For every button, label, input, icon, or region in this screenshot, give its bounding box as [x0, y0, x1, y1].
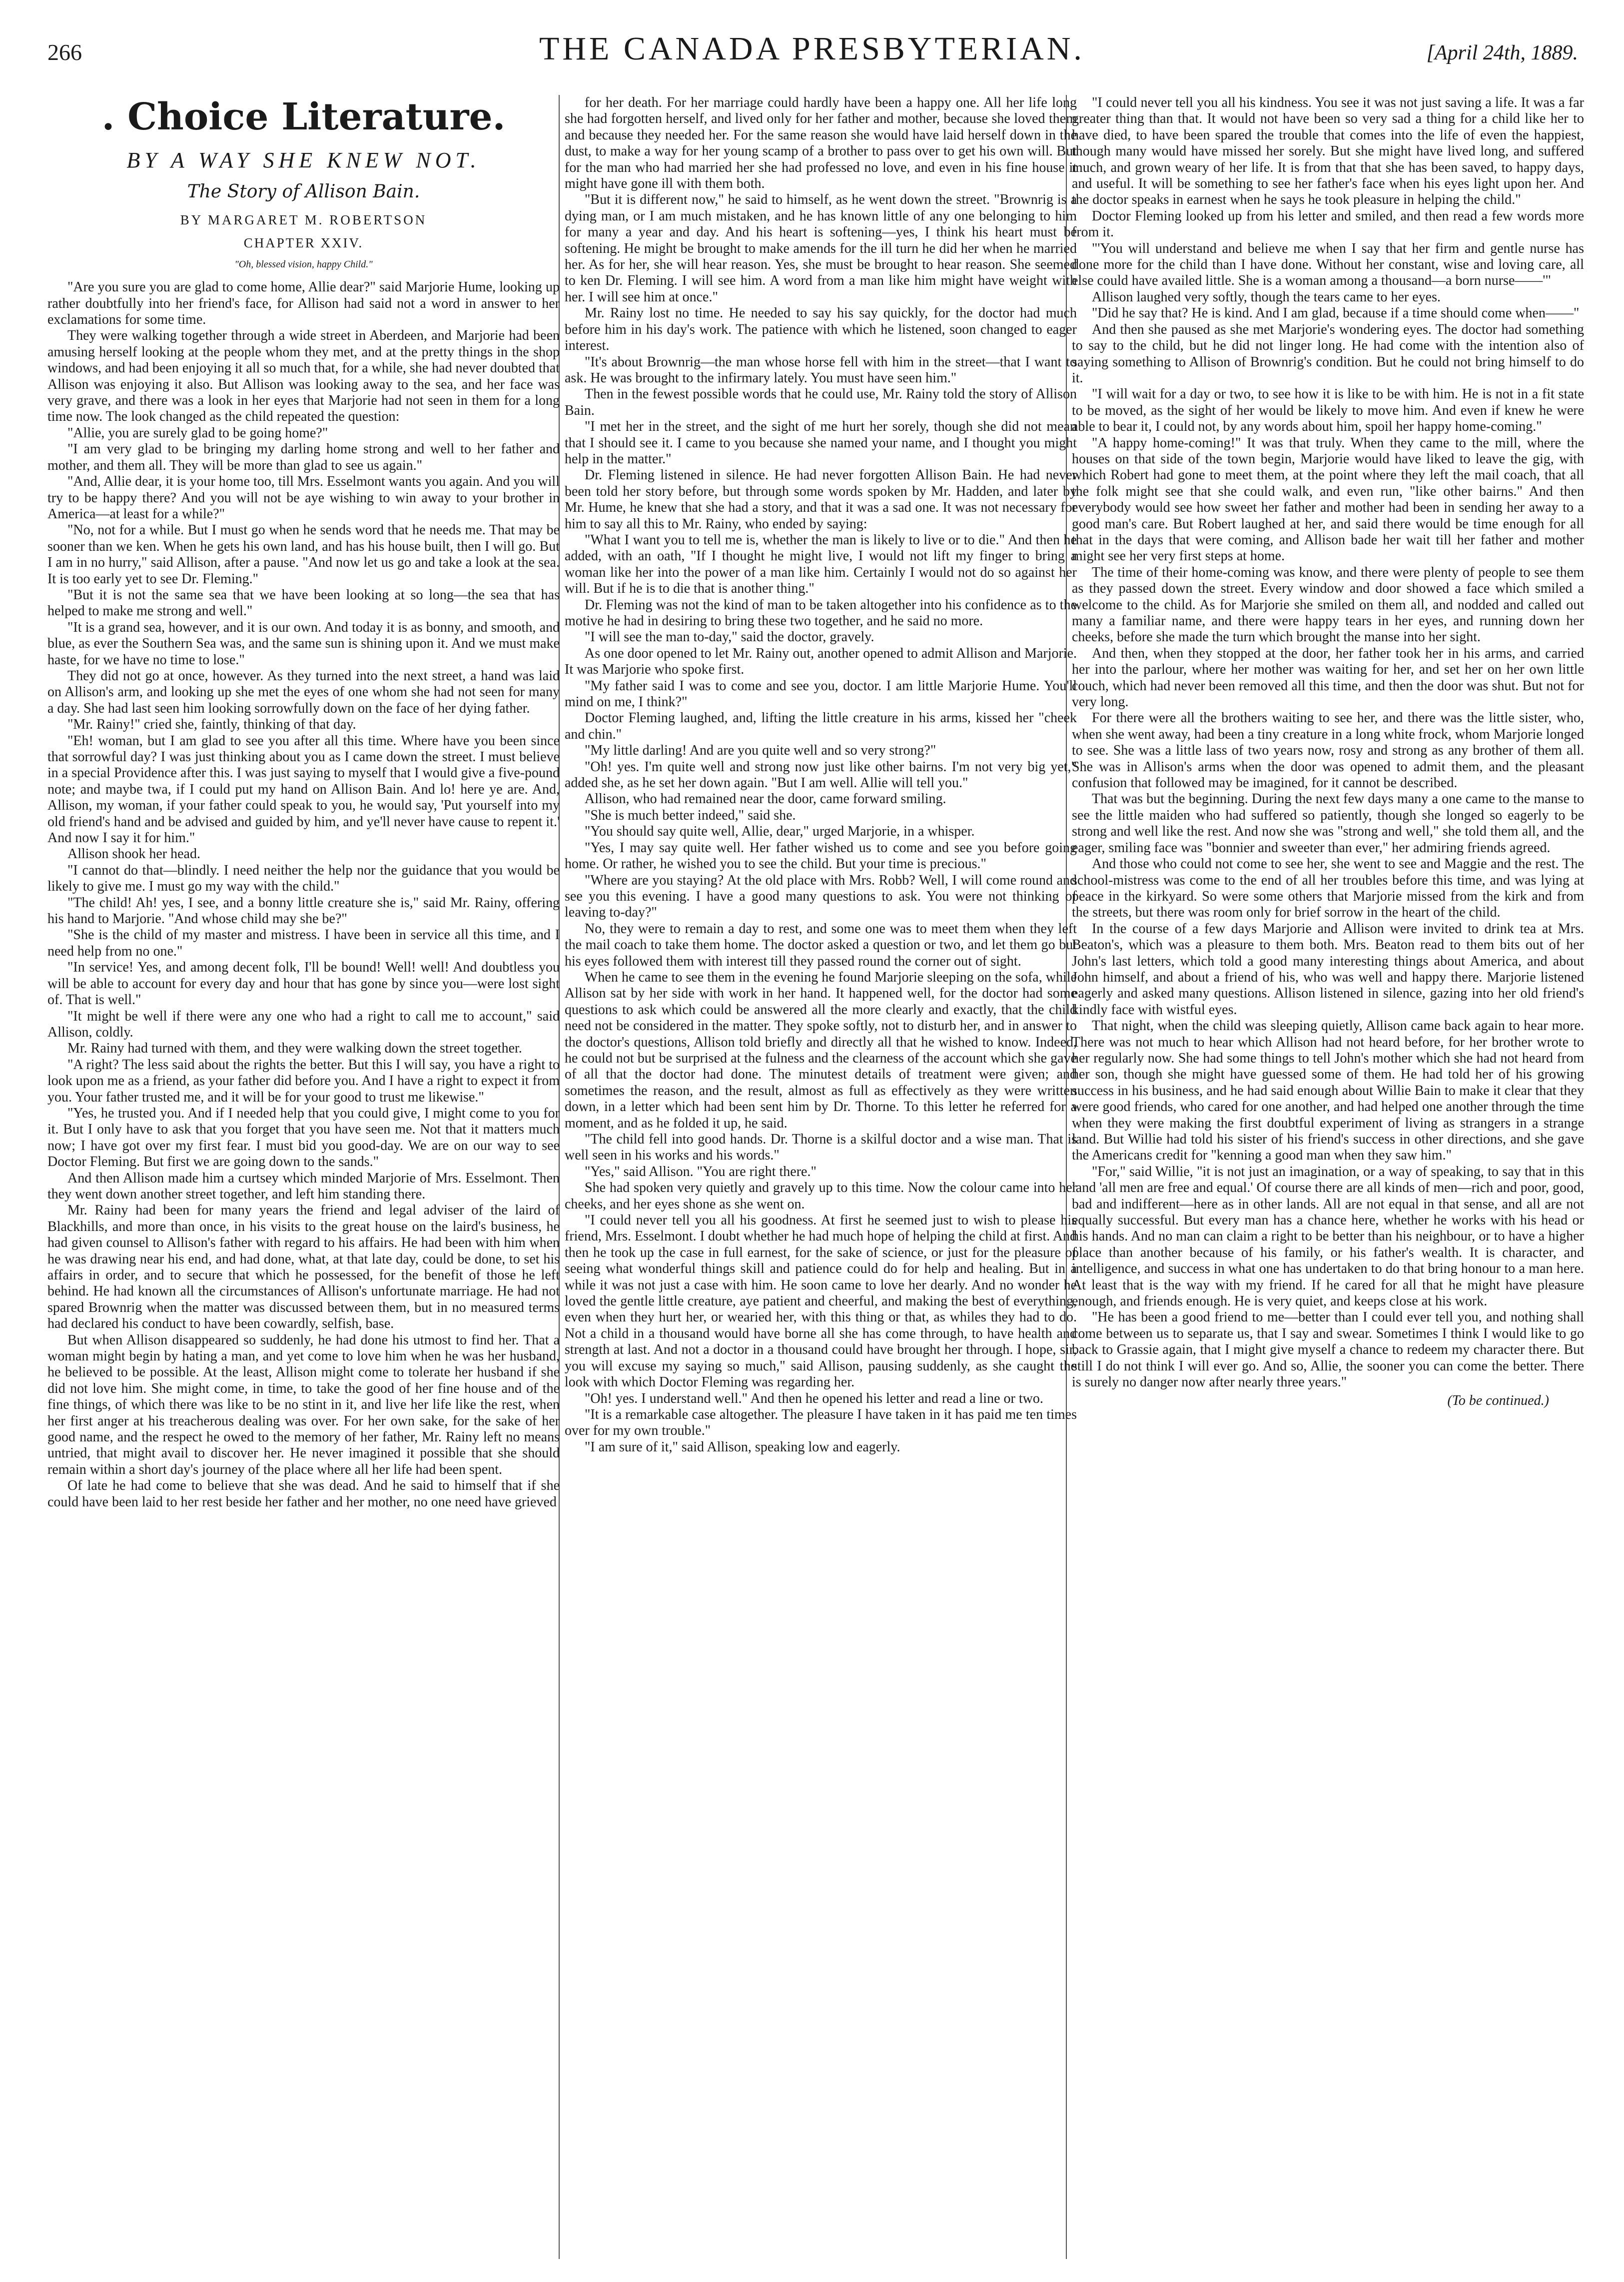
paragraph: "The child fell into good hands. Dr. Thorne is a skilful doctor and a wise man. That is well seen in his works and his words."	[565, 1132, 1077, 1163]
paragraph: No, they were to remain a day to rest, and some one was to meet them when they left the mail coach to take them home. The doctor asked a question or two, and let them go but his eyes followed them with interest till they passed round the corner out of sight.	[565, 921, 1077, 969]
text-column-2	[565, 95, 1077, 2264]
paragraph: And then Allison made him a curtsey which minded Marjorie of Mrs. Esselmont. Then they went down another street together, and left him standing there.	[47, 1170, 560, 1202]
paragraph: "I cannot do that—blindly. I need neither the help nor the guidance that you would be likely to give me. I must go my way with the child."	[47, 862, 560, 895]
paragraph: "I will see the man to-day," said the doctor, gravely.	[585, 629, 874, 645]
paragraph: "What I want you to tell me is, whether the man is likely to live or to die." And then he added, with an oath, "If I thought he might live, I would not lift my finger to bring a woman like her into the power of a man like him. Certainly I would not do so against her will. But if he is to die that is another thing."	[565, 532, 1077, 597]
paragraph: But when Allison disappeared so suddenly, he had done his utmost to find her. That a woman might begin by hating a man, and yet come to love him when he was her husband, he believed to be possible. At the least, Allison might come to tolerate her husband if she did not love him. She might come, in time, to take the good of her fine house and of the fine things, of which there was like to be no stint in it, and live her life like the rest, when her first anger at his treacherous dealing was over. For her own sake, for the sake of her good name, and the respect he owed to the memory of her father, Mr. Rainy left no means untried, that might avail to discover her. He never imagined it possible that she should remain within a short day's journey of the place where all her life had been spent.	[47, 1332, 560, 1477]
paragraph: "Yes," said Allison. "You are right there."	[585, 1163, 816, 1179]
paragraph: "My little darling! And are you quite well and so very strong?"	[585, 743, 936, 759]
paragraph: Allison shook her head.	[67, 846, 200, 862]
issue-date: [April 24th, 1889.	[1426, 41, 1578, 64]
paragraph: And those who could not come to see her, she went to see and Maggie and the rest. The school-mistress was come to the end of all her troubles before this time, and was lying at peace in the kirkyard. So were some others that Marjorie missed from the kirk and from the streets, but there was room only for brief sorrow in the heart of the child.	[1072, 856, 1584, 921]
paragraph: "I could never tell you all his goodness. At first he seemed just to wish to please his friend, Mrs. Esselmont. I doubt whether he had much hope of helping the child at first. And then he took up the case in full earnest, for the sake of science, or just for the pleasure of seeing what wonderful things skill and patience could do for help and healing. But in a while it was not just a case with him. He soon came to love her dearly. And no wonder he loved the gentle little creature, aye patient and cheerful, and making the best of everything, even when they hurt her, or wearied her, with this thing or that, as whiles they had to do. Not a child in a thousand would have borne all she has come through, to have health and strength at last. And not a doctor in a thousand could have brought her through. I hope, sir, you will excuse my saying so much," said Allison, pausing suddenly, as she caught the look with which Doctor Fleming was regarding her.	[565, 1212, 1077, 1390]
paragraph: "For," said Willie, "it is not just an imagination, or a way of speaking, to say that in this land 'all men are free and equal.' Of course there are all kinds of men—rich and poor, good, bad and indifferent—here as in other lands. All are not equal in that sense, and all are not equally successful. But every man has a chance here, whether he works with his head or his hands. And no man can claim a right to be better than his neighbour, or to have a higher place than another because of his family, or his father's wealth. It is character, and intelligence, and success in what one has undertaken to do that bring honour to a man here. At least that is the way with my friend. If he cared for all that he might have pleasure enough, and friends enough. He is very quiet, and keeps close at his work.	[1072, 1163, 1584, 1309]
paragraph: Doctor Fleming looked up from his letter and smiled, and then read a few words more from it.	[1072, 208, 1584, 240]
section-title: . Choice Literature.	[101, 95, 506, 138]
story-title: BY A WAY SHE KNEW NOT.	[126, 148, 481, 172]
paragraph: They were walking together through a wide street in Aberdeen, and Marjorie had been amusing herself looking at the people whom they met, and at the pretty things in the shop windows, and had been enjoying it all so much that, for a while, she had never doubted that Allison was enjoying it also. But Allison was looking away to the sea, and her face was very grave, and there was a look in her eyes that Marjorie had not seen in them for a long time now. The look changed as the child repeated the question:	[47, 328, 560, 425]
text-column-1	[47, 95, 560, 2264]
paragraph: "The child! Ah! yes, I see, and a bonny little creature she is," said Mr. Rainy, offering his hand to Marjorie. "And whose child may she be?"	[47, 895, 560, 927]
paragraph: "But it is different now," he said to himself, as he went down the street. "Brownrig is a dying man, or I am much mistaken, and he has known little of any one belonging to him for many a year and day. And his heart is softening—yes, I think his heart must be softening. He might be brought to make amends for the ill turn he did her when he married her. As for her, she will hear reason. Yes, she must be brought to hear reason. She seemed to ken Dr. Fleming. I will see him. A word from a man like him might have weight with her. I will see him at once."	[565, 192, 1077, 305]
paragraph: "I could never tell you all his kindness. You see it was not just saving a life. It was a far greater thing than that. It would not have been so very sad a thing for a child like her to have died, to have been spared the trouble that comes into the life of even the happiest, though many would have missed her sorely. But she might have lived long, and suffered much, and grown weary of her life. It is from that that she has been saved, to happy days, and useful. It will be something to see her father's face when his eyes light upon her. And the doctor speaks in earnest when he says he took pleasure in helping the child."	[1072, 95, 1584, 208]
paragraph: Then in the fewest possible words that he could use, Mr. Rainy told the story of Allison Bain.	[565, 386, 1077, 418]
paragraph: "And, Allie dear, it is your home too, till Mrs. Esselmont wants you again. And you will try to be happy there? And you will not be aye wishing to win away to your brother in America—at least for a while?"	[47, 474, 560, 522]
paragraph: "But it is not the same sea that we have been looking at so long—the sea that has helped to make me strong and well."	[47, 587, 560, 619]
paragraph: That night, when the child was sleeping quietly, Allison came back again to hear more. There was not much to hear which Allison had not heard before, for her brother wrote to her regularly now. She had some things to tell John's mother which she had not heard from her son, though she might have guessed some of them. He had told her of his growing success in his business, and he had said enough about Willie Bain to make it clear that they were good friends, who cared for one another, and had helped one another through the time when they were making the first doubtful experiment of living as strangers in a strange land. But Willie had told his sister of his friend's success in other directions, and she gave the Americans credit for "kenning a good man when they saw him."	[1072, 1018, 1584, 1163]
paragraph: Dr. Fleming was not the kind of man to be taken altogether into his confidence as to the motive he had in desiring to bring these two together, and he said no more.	[565, 597, 1077, 629]
paragraph: In the course of a few days Marjorie and Allison were invited to drink tea at Mrs. Beaton's, which was a pleasure to them both. Mrs. Beaton read to them bits out of her John's last letters, which told a good many interesting things about America, and about John himself, and about a friend of his, who was well and happy there. Marjorie listened eagerly and asked many questions. Allison listened in silence, gazing into her old friend's kindly face with wistful eyes.	[1072, 921, 1584, 1018]
paragraph: The time of their home-coming was know, and there were plenty of people to see them as they passed down the street. Every window and door showed a face which smiled a welcome to the child. As for Marjorie she smiled on them all, and nodded and called out many a familiar name, and there were happy tears in her eyes, and running down her cheeks, before she made the turn which brought the manse into her sight.	[1072, 564, 1584, 645]
column-1-paragraphs	[47, 279, 560, 1510]
paragraph: "A happy home-coming!" It was that truly. When they came to the mill, where the houses on that side of the town begin, Marjorie would have liked to leave the gig, with which Robert had gone to meet them, at the point where they left the mail coach, that all the folk might see that she could walk, and even run, "like other bairns." And then everybody would see how sweet her father and mother had been in sending her away to a good man's care. But Robert laughed at her, and said there would be time enough for all that in the days that were coming, and Allison bade her wait till her father and mother might see her very first steps at home.	[1072, 435, 1584, 564]
paragraph: "Oh! yes. I'm quite well and strong now just like other bairns. I'm not very big yet," added she, as he set her down again. "But I am well. Allie will tell you."	[565, 759, 1077, 791]
paragraph: Allison, who had remained near the door, came forward smiling.	[585, 791, 946, 807]
paragraph: "You should say quite well, Allie, dear," urged Marjorie, in a whisper.	[585, 824, 975, 840]
story-subtitle: The Story of Allison Bain.	[187, 181, 420, 202]
paragraph: Mr. Rainy had turned with them, and they were walking down the street together.	[67, 1041, 522, 1057]
paragraph: "My father said I was to come and see you, doctor. I am little Marjorie Hume. You'll mind on me, I think?"	[565, 678, 1077, 710]
paragraph: "In service! Yes, and among decent folk, I'll be bound! Well! well! And doubtless you will be able to account for every day and hour that has gone by since you—were lost sight of. That is well."	[47, 960, 560, 1008]
paragraph: "Oh! yes. I understand well." And then he opened his letter and read a line or two.	[585, 1390, 1043, 1406]
paragraph: "It is a grand sea, however, and it is our own. And today it is as bonny, and smooth, and blue, as ever the Southern Sea was, and the same sun is shining upon it. And we must make haste, for we have no time to lose."	[47, 619, 560, 668]
paragraph: She had spoken very quietly and gravely up to this time. Now the colour came into her cheeks, and her eyes shone as she went on.	[565, 1180, 1077, 1212]
paragraph: They did not go at once, however. As they turned into the next street, a hand was laid on Allison's arm, and looking up she met the eyes of one whom she had not seen for many a day. She had last seen him looking sorrowfully down on the face of her dying father.	[47, 668, 560, 716]
paragraph: "She is much better indeed," said she.	[585, 807, 796, 823]
chapter-heading: CHAPTER XXIV.	[243, 235, 364, 251]
paragraph: That was but the beginning. During the next few days many a one came to the manse to see the little maiden who had suffered so patiently, though she longed so eagerly to be strong and well like the rest. And now she was "strong and well," she told them all, and the eager, smiling face was "bonnier and sweeter than ever," her admiring friends agreed.	[1072, 791, 1584, 856]
paragraph: "It's about Brownrig—the man whose horse fell with him in the street—that I want to ask. He was brought to the infirmary lately. You must have seen him."	[565, 354, 1077, 386]
paragraph: And then she paused as she met Marjorie's wondering eyes. The doctor had something to say to the child, but he did not linger long. He had come with the intention also of saying something to Allison of Brownrig's condition. But he could not bring himself to do it.	[1072, 321, 1584, 386]
paragraph: "No, not for a while. But I must go when he sends word that he needs me. That may be sooner than we ken. When he gets his own land, and has his house built, then I will go. But I am in no hurry," said Allison, after a pause. "And now let us go and take a look at the sea. It is too early yet to see Dr. Fleming."	[47, 522, 560, 587]
paragraph: "He has been a good friend to me—better than I could ever tell you, and nothing shall come between us to separate us, that I say and swear. Sometimes I think I would like to go back to Grassie again, that I might give myself a chance to redeem my character there. But still I do not think I will ever go. And so, Allie, the sooner you can come the better. There is surely no danger now after nearly three years."	[1072, 1309, 1584, 1390]
paragraph: for her death. For her marriage could hardly have been a happy one. All her life long she had forgotten herself, and lived only for her father and mother, because she loved them and because they needed her. For the same reason she would have laid herself down in the dust, to make a way for her young scamp of a brother to pass over to get his own will. But for the man who had married her she had professed no love, and even in his fine house it might have gone ill with them both.	[565, 95, 1077, 192]
paragraph: "It might be well if there were any one who had a right to call me to account," said Allison, coldly.	[47, 1008, 560, 1040]
paragraph: And then, when they stopped at the door, her father took her in his arms, and carried her into the parlour, where her mother was waiting for her, and set her on her own little couch, which had never been removed all this time, and then the door was shut. But not for very long.	[1072, 645, 1584, 710]
paragraph: Mr. Rainy had been for many years the friend and legal adviser of the laird of Blackhills, and more than once, in his visits to the great house on the laird's business, he had given counsel to Allison's father with regard to his affairs. He had been with him when he was drawing near his end, and had done, what, at that late day, could be done, to set his affairs in order, and to secure that which he possessed, for the benefit of those he left behind. He had known all the circumstances of Allison's unfortunate marriage. He had not spared Brownrig when the matter was discussed between them, but in no measured terms had declared his conduct to have been cowardly, selfish, base.	[47, 1202, 560, 1332]
paragraph: Of late he had come to believe that she was dead. And he said to himself that if she could have been laid to her rest beside her father and her mother, no one need have grieved	[47, 1478, 560, 1510]
paragraph: "'You will understand and believe me when I say that her firm and gentle nurse has done more for the child than I have done. Without her constant, wise and loving care, all else could have availed little. She is a woman among a thousand—a born nurse——'"	[1072, 240, 1584, 289]
paragraph: "Yes, I may say quite well. Her father wished us to come and see you before going home. Or rather, he wished you to see the child. But your time is precious."	[565, 840, 1077, 872]
paragraph: "Eh! woman, but I am glad to see you after all this time. Where have you been since that sorrowful day? I was just thinking about you as I came down the street. I must believe in a special Providence after this. I was just saying to myself that I would give a five-pound note; and maybe twa, if I could put my hand on Allison Bain. And lo! here ye are. And, Allison, my woman, if your father could speak to you, he would say, 'Put yourself into my old friend's hand and be advised and guided by him, and ye'll never have cause to repent it.' And now I say it for him."	[47, 733, 560, 846]
paragraph: "Allie, you are surely glad to be going home?"	[67, 425, 328, 441]
paragraph: "I met her in the street, and the sight of me hurt her sorely, though she did not mean that I should see it. I came to you because she named your name, and I thought you might help in the matter."	[565, 419, 1077, 467]
epigraph: "Oh, blessed vision, happy Child."	[234, 258, 373, 270]
paragraph: "A right? The less said about the rights the better. But this I will say, you have a right to look upon me as a friend, as your father did before you. And I have a right to expect it from you. Your father trusted me, and it will be for your good to trust me likewise."	[47, 1057, 560, 1105]
masthead	[0, 0, 1624, 75]
paragraph: "It is a remarkable case altogether. The pleasure I have taken in it has paid me ten times over for my own trouble."	[565, 1406, 1077, 1439]
newspaper-title: THE CANADA PRESBYTERIAN.	[539, 30, 1085, 67]
paragraph: For there were all the brothers waiting to see her, and there was the little sister, who, when she went away, had been a tiny creature in a long white frock, whom Marjorie longed to see. She was a little lass of two years now, rosy and strong as any brother of them all. She was in Allison's arms when the door was opened to admit them, and the pleasant confusion that followed may be imagined, for it cannot be described.	[1072, 710, 1584, 791]
paragraph: "I am very glad to be bringing my darling home strong and well to her father and mother, and them all. They will be more than glad to see us again."	[47, 441, 560, 473]
paragraph: When he came to see them in the evening he found Marjorie sleeping on the sofa, while Allison sat by her side with work in her hand. It happened well, for the doctor had some questions to ask which could be answered all the more clearly and exactly, that the child need not be considered in the matter. They spoke softly, not to disturb her, and in answer to the doctor's questions, Allison told briefly and directly all that he wished to know. Indeed, he could not but be surprised at the fulness and the clearness of the account which she gave of all that the doctor had done. The minutest details of treatment were given; and sometimes the reason, and the result, almost as full as effectively as they were written down, in a letter which had been sent him by Dr. Thorne. To this letter he referred for a moment, and as he folded it up, he said.	[565, 969, 1077, 1131]
paragraph: "Yes, he trusted you. And if I needed help that you could give, I might come to you for it. But I only have to ask that you forget that you have seen me. Not that it matters much now; I have got over my first fear. I must bid you good-day. We are on our way to see Doctor Fleming. But first we are going down to the sands."	[47, 1105, 560, 1170]
paragraph: Dr. Fleming listened in silence. He had never forgotten Allison Bain. He had never been told her story before, but through some words spoken by Mr. Hadden, and later by Mr. Hume, he knew that she had a story, and that it was a sad one. It was not necessary for him to say all this to Mr. Rainy, who ended by saying:	[565, 467, 1077, 532]
page-number: 266	[47, 39, 82, 65]
paragraph: "Mr. Rainy!" cried she, faintly, thinking of that day.	[67, 717, 356, 733]
text-column-3	[1072, 95, 1584, 2264]
paragraph: Doctor Fleming laughed, and, lifting the little creature in his arms, kissed her "cheek and chin."	[565, 710, 1077, 742]
paragraph: "I am sure of it," said Allison, speaking low and eagerly.	[585, 1439, 900, 1455]
paragraph: Mr. Rainy lost no time. He needed to say his say quickly, for the doctor had much before him in his day's work. The patience with which he listened, soon changed to eager interest.	[565, 305, 1077, 354]
paragraph: "I will wait for a day or two, to see how it is like to be with him. He is not in a fit state to be moved, as the sight of her would be likely to move him. And even if knew he were able to bear it, I could not, by any words about him, spoil her happy home-coming."	[1072, 386, 1584, 435]
paragraph: Allison laughed very softly, though the tears came to her eyes.	[1092, 289, 1441, 305]
byline: BY MARGARET M. ROBERTSON	[180, 212, 427, 227]
paragraph: "She is the child of my master and mistress. I have been in service all this time, and I need help from no one."	[47, 927, 560, 959]
paragraph: "Are you sure you are glad to come home, Allie dear?" said Marjorie Hume, looking up rather doubtfully into her friend's face, for Allison had said not a word in answer to her exclamations for some time.	[47, 279, 560, 328]
continued-note: (To be continued.)	[1447, 1392, 1549, 1408]
paragraph: As one door opened to let Mr. Rainy out, another opened to admit Allison and Marjorie. It was Marjorie who spoke first.	[565, 645, 1077, 678]
paragraph: "Did he say that? He is kind. And I am glad, because if a time should come when——"	[1092, 305, 1580, 321]
story-heading	[47, 95, 560, 272]
column-2-paragraphs	[565, 95, 1077, 1455]
paragraph: "Where are you staying? At the old place with Mrs. Robb? Well, I will come round and see you this evening. I have a good many questions to ask. You were not thinking of leaving to-day?"	[565, 872, 1077, 921]
column-3-paragraphs	[1072, 95, 1584, 1391]
